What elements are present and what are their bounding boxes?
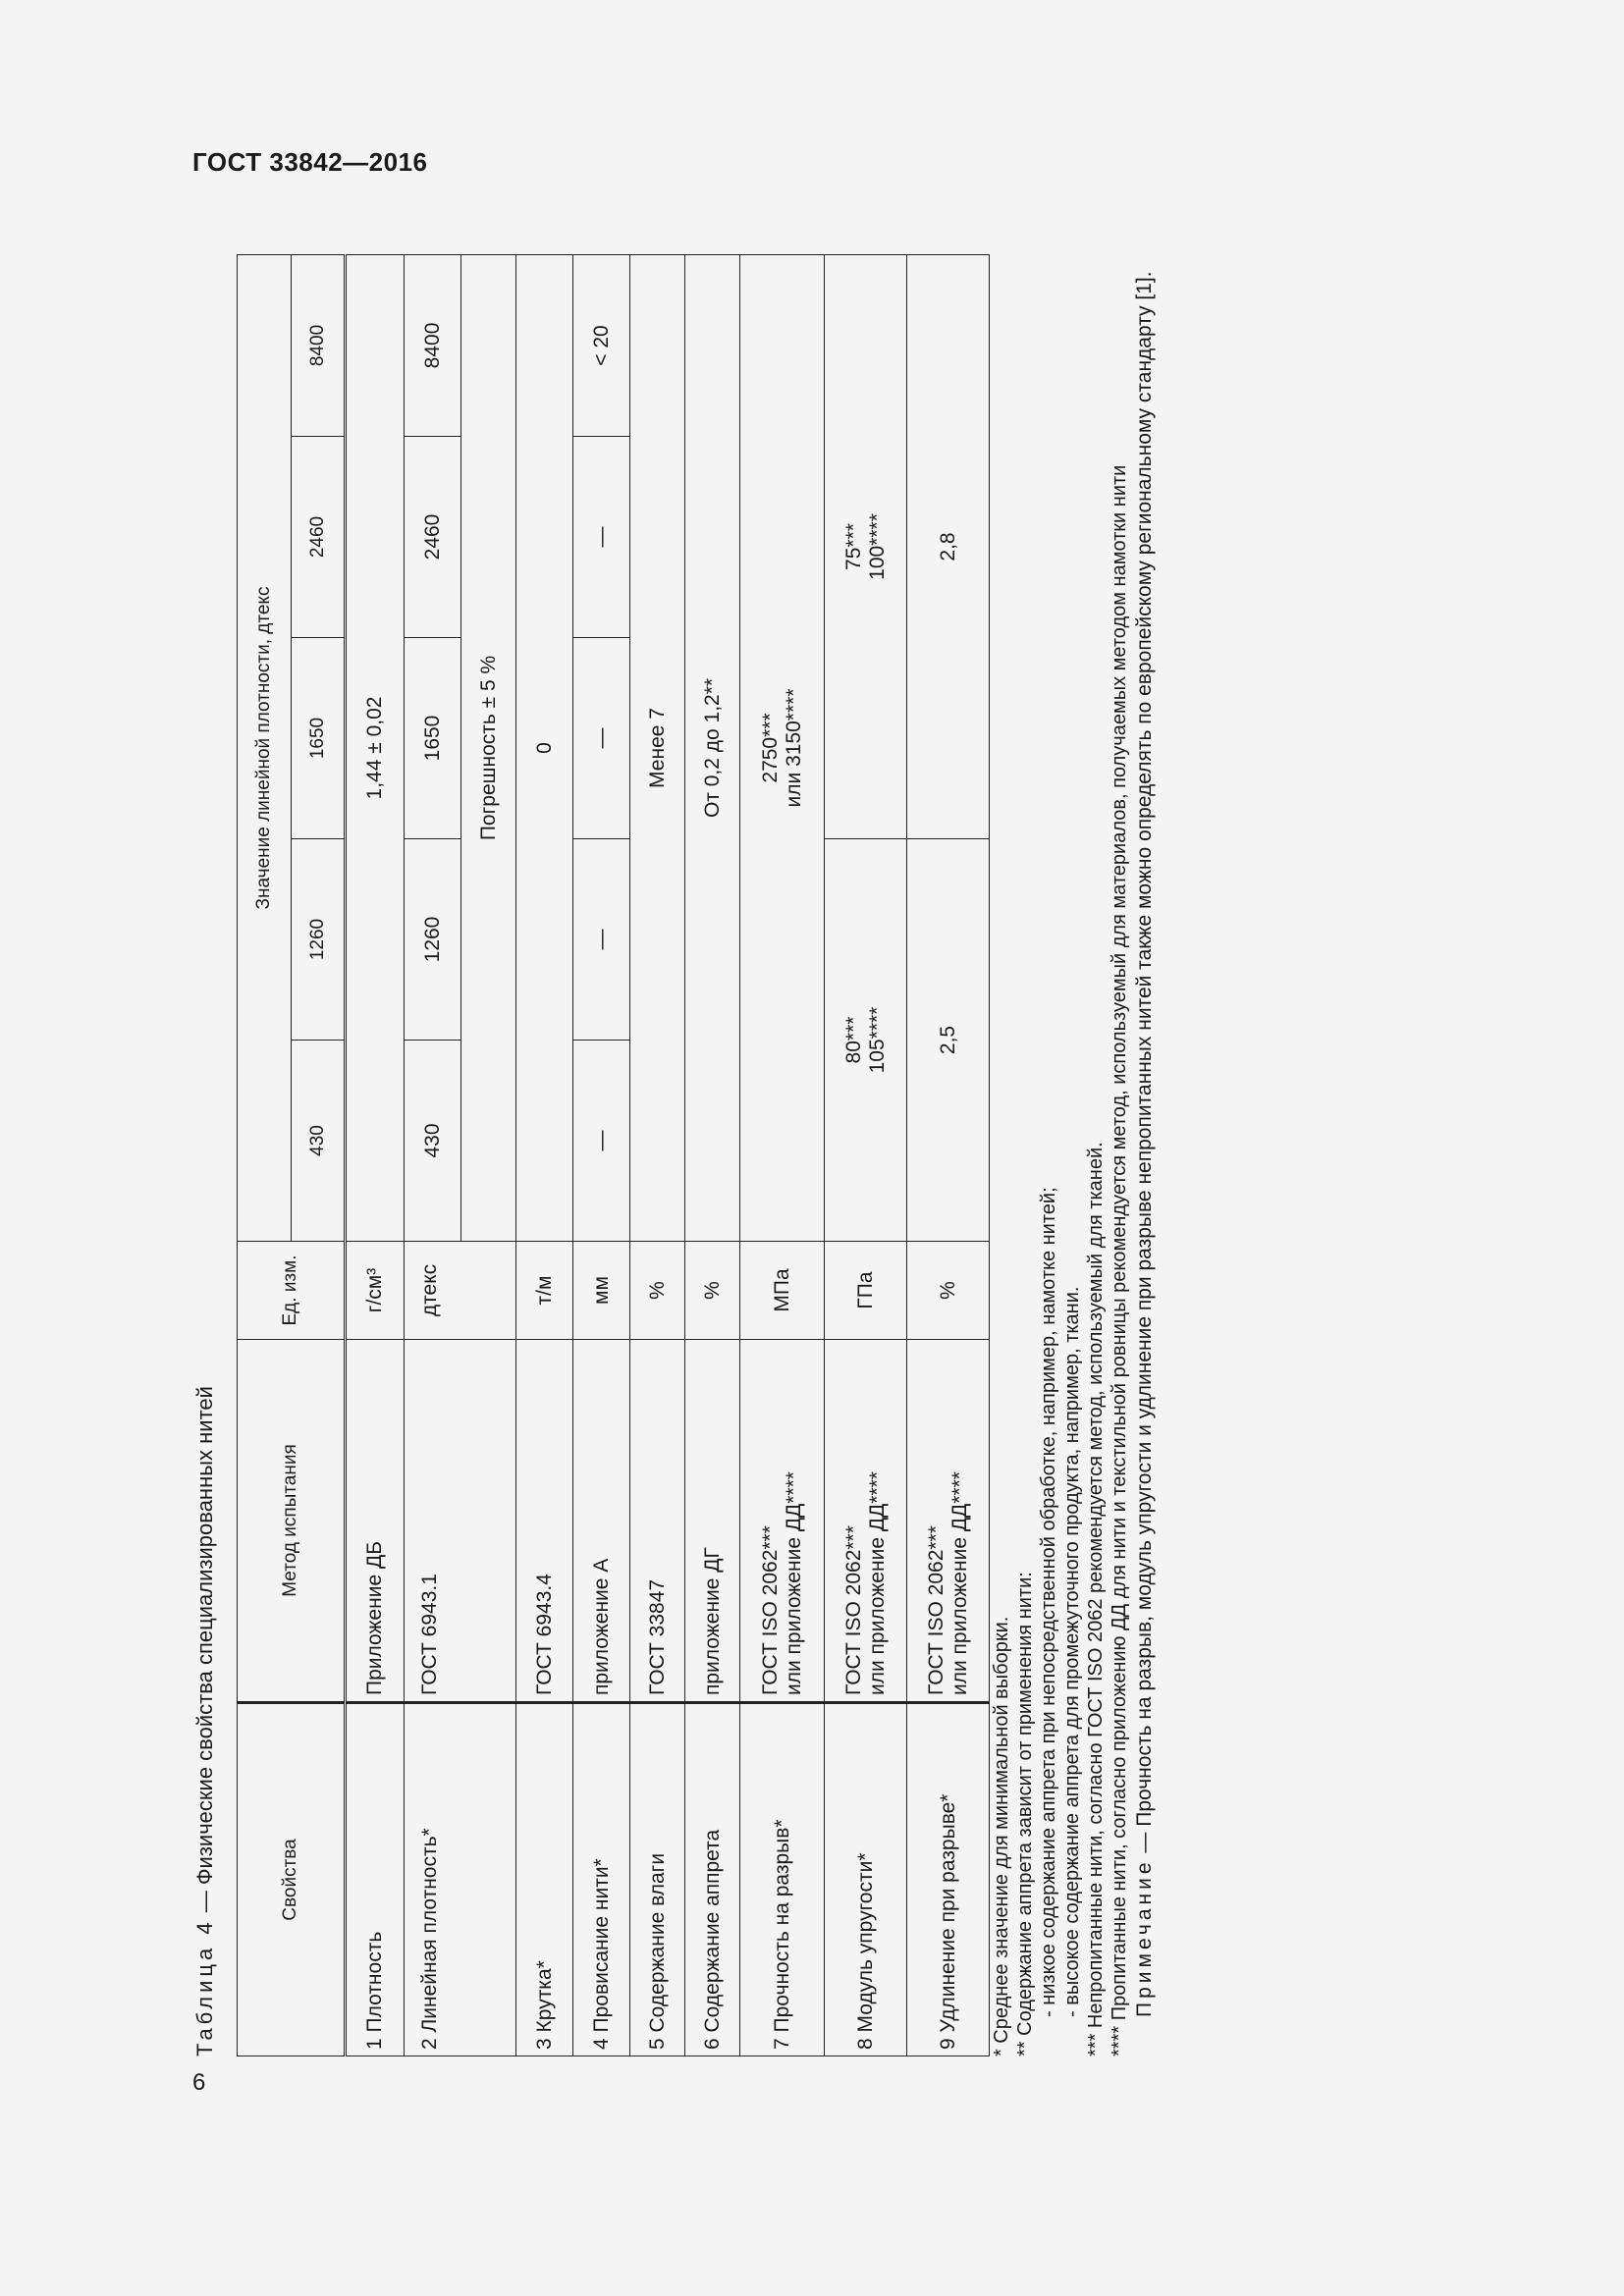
row-method-line: ГОСТ ISO 2062*** — [758, 1525, 782, 1695]
row-value-line: или 3150**** — [782, 688, 805, 808]
table-note — [1131, 255, 1158, 2056]
properties-table — [237, 254, 990, 2056]
row-method-line: или приложение ДД**** — [782, 1471, 805, 1695]
row-unit: МПа — [740, 1242, 825, 1340]
row-value: — — [573, 638, 630, 839]
row-property: 3 Крутка* — [516, 1703, 573, 2056]
row-property: 2 Линейная плотность* — [405, 1703, 516, 2056]
header-values: Значение линейной плотности, дтекс — [238, 254, 292, 1241]
row-value: < 20 — [573, 254, 630, 436]
footnote: * Среднее значение для минимальной выборки. — [991, 1616, 1012, 2056]
row-value: 1650 — [405, 638, 461, 839]
row-unit: мм — [573, 1242, 630, 1340]
note-text: — Прочность на разрыв, модуль упругости и удлинение при разрыве непропитанных нитей также можно определять по европейскому региональному стандарту [1]. — [1133, 271, 1156, 1859]
note-label: Примечание — [1133, 1858, 1156, 2017]
table-footnotes — [990, 255, 1158, 2056]
row-property: 6 Содержание аппрета — [685, 1703, 740, 2056]
row-method-line: ГОСТ ISO 2062*** — [924, 1525, 947, 1695]
footnote: **** Пропитанные нити, согласно приложению ДД для нити и текстильной ровницы рекомендуется метод, используемый для материалов, получаемых методом намотки нити — [1109, 464, 1130, 2056]
footnote: - низкое содержание аппрета при непосредственной обработке, например, намотке нитей; — [1038, 1187, 1059, 2017]
document-header-title: ГОСТ 33842—2016 — [192, 147, 428, 177]
row-value-line: 105**** — [865, 1006, 889, 1074]
row-unit: ГПа — [825, 1242, 907, 1340]
footnote: *** Непропитанные нити, согласно ГОСТ ISO 2062 рекомендуется метод, используемый для тканей. — [1085, 1142, 1107, 2056]
table-caption — [192, 1386, 218, 2056]
row-value: 2,5 — [907, 839, 990, 1242]
row-value-line: 80*** — [841, 1016, 865, 1064]
footnote: ** Содержание аппрета зависит от применения нити: — [1014, 1572, 1036, 2056]
row-unit: дтекс — [405, 1242, 516, 1340]
row-value: — — [573, 839, 630, 1041]
table-caption-prefix: Таблица 4 — [192, 1918, 217, 2056]
header-method: Метод испытания — [238, 1340, 346, 1703]
row-property: 8 Модуль упругости* — [825, 1703, 907, 2056]
header-density-430: 430 — [292, 1041, 346, 1242]
header-properties: Свойства — [238, 1703, 346, 2056]
row-method: приложение А — [573, 1340, 630, 1703]
row-value — [825, 254, 907, 838]
row-method: ГОСТ 6943.4 — [516, 1340, 573, 1703]
row-property: 1 Плотность — [346, 1703, 405, 2056]
row-method: ГОСТ 33847 — [630, 1340, 685, 1703]
row-property: 4 Провисание нити* — [573, 1703, 630, 2056]
row-value: Менее 7 — [630, 254, 685, 1241]
row-value: — — [573, 1041, 630, 1242]
row-value: 0 — [516, 254, 573, 1241]
page-number: 6 — [192, 2069, 206, 2096]
row-method — [740, 1340, 825, 1703]
table-row — [740, 254, 825, 2056]
table-row — [516, 254, 573, 2056]
row-unit: % — [907, 1242, 990, 1340]
row-method-line: или приложение ДД**** — [865, 1471, 889, 1695]
row-method-line: или приложение ДД**** — [947, 1471, 971, 1695]
row-unit: т/м — [516, 1242, 573, 1340]
row-property: 7 Прочность на разрыв* — [740, 1703, 825, 2056]
row-value-line: 100**** — [865, 513, 889, 580]
row-value — [825, 839, 907, 1242]
row-method: Приложение ДБ — [346, 1340, 405, 1703]
row-property: 9 Удлинение при разрыве* — [907, 1703, 990, 2056]
header-unit: Ед. изм. — [238, 1242, 346, 1340]
row-value: 2460 — [405, 437, 461, 638]
row-property: 5 Содержание влаги — [630, 1703, 685, 2056]
header-density-1650: 1650 — [292, 638, 346, 839]
header-density-1260: 1260 — [292, 839, 346, 1041]
table-row — [907, 254, 990, 2056]
row-value: От 0,2 до 1,2** — [685, 254, 740, 1241]
row-method — [825, 1340, 907, 1703]
table-caption-text: — Физические свойства специализированных нитей — [192, 1386, 217, 1919]
row-method-line: ГОСТ ISO 2062*** — [841, 1525, 865, 1695]
row-value: 430 — [405, 1041, 461, 1242]
footnote: - высокое содержание аппрета для промежуточного продукта, например, ткани. — [1061, 1286, 1083, 2017]
table-row — [630, 254, 685, 2056]
header-density-2460: 2460 — [292, 437, 346, 638]
row-value-line: 2750*** — [758, 713, 782, 783]
row-value: 2,8 — [907, 254, 990, 838]
row-method: приложение ДГ — [685, 1340, 740, 1703]
row-value-line: 75*** — [841, 523, 865, 570]
rotated-table-area — [192, 250, 1263, 2056]
table-row — [573, 254, 630, 2056]
row-unit: г/см³ — [346, 1242, 405, 1340]
row-tolerance: Погрешность ± 5 % — [461, 254, 516, 1241]
table-row — [405, 254, 461, 2056]
table-row — [825, 254, 907, 2056]
row-value: 8400 — [405, 254, 461, 436]
row-unit: % — [685, 1242, 740, 1340]
row-value — [740, 254, 825, 1241]
row-unit: % — [630, 1242, 685, 1340]
header-density-8400: 8400 — [292, 254, 346, 436]
row-value: 1,44 ± 0,02 — [346, 254, 405, 1241]
row-method: ГОСТ 6943.1 — [405, 1340, 516, 1703]
row-value: — — [573, 437, 630, 638]
row-method — [907, 1340, 990, 1703]
table-row — [685, 254, 740, 2056]
row-value: 1260 — [405, 839, 461, 1041]
table-row — [346, 254, 405, 2056]
